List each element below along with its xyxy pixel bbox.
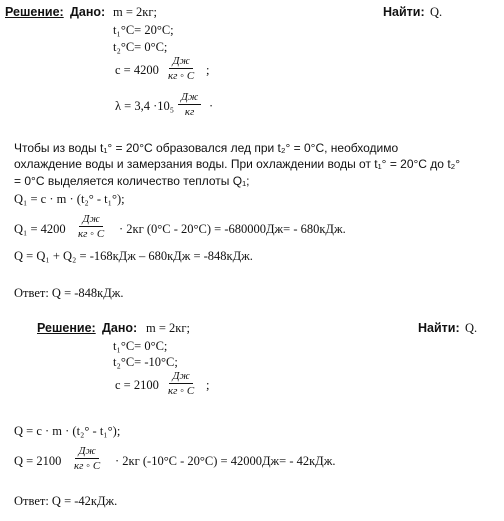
solution-2-heading: Решение: (37, 321, 96, 335)
given-c: c = 4200 (115, 63, 159, 77)
formula-q1: Q₁ = c · m · (t₂° - t₁°); (14, 192, 125, 206)
find-value: Q. (430, 5, 443, 19)
find-label: Найти: (383, 5, 425, 19)
given-c: c = 2100 (115, 378, 159, 392)
formula-q: Q = c · m · (t₂° - t₁°); (14, 424, 121, 438)
calc-q: Q = 2100 (14, 454, 62, 468)
solution-page: Решение: Дано: m = 2кг; Найти: Q. t₁°C= 20°C; t₂°C= 0°C; c = 4200 Дж кг ◦ C ; λ = 3,4 ·10₅ Дж кг · Чтобы из воды t₁° = 20°C образовался лед при t₂° = 0°C, необходимо охлаждение воды и замерзания воды. При охлаждении воды от t₁° = 20°C до t₂° = 0°C выделяется количество теплоты Q₁; Q₁ = c · m · (t₂° - t₁°); Q₁ = 4200 Дж кг ◦ C · 2кг (0°C - 20°C) = -680000Дж= - 680кДж. Q = Q₁ + Q₂ = -168кДж – 680кДж = -848кДж. Ответ: Q = -848кДж. Решение: Дано: m = 2кг; Найти: Q. t₁°C= 0°C; t₂°C= -10°C; c = 2100 Дж кг ◦ C ; Q = c · m · (t₂° - t₁°); Q = 2100 Дж кг ◦ C · 2кг (-10°C - 20°C) = 42000Дж= - 42кДж. Ответ: Q = -42кДж. (5, 5, 478, 508)
given-t1: t₁°C= 20°C; (113, 23, 174, 37)
calc-q-unit-fraction: Дж кг ◦ C (74, 445, 101, 472)
lambda-unit-fraction: Дж кг (178, 92, 201, 118)
given-t2: t₂°C= -10°C; (113, 355, 178, 369)
find-value: Q. (465, 321, 478, 335)
given-label: Дано: (70, 5, 106, 19)
calc-q1: Q₁ = 4200 (14, 222, 66, 236)
given-t1: t₁°C= 0°C; (113, 339, 168, 353)
given-lambda: λ = 3,4 ·10₅ (115, 99, 175, 113)
given-mass: m = 2кг; (113, 5, 157, 19)
given-mass: m = 2кг; (146, 321, 190, 335)
answer-2: Ответ: Q = -42кДж. (14, 494, 118, 508)
c-unit-fraction: Дж кг ◦ C (168, 370, 195, 397)
given-label: Дано: (102, 321, 138, 335)
explanation-line-3: = 0°C выделяется количество теплоты Q₁; (14, 174, 250, 188)
explanation-line-2: охлаждение воды и замерзания воды. При охлаждении воды от t₁° = 20°C до t₂° (14, 157, 461, 171)
explanation-line-1: Чтобы из воды t₁° = 20°C образовался лед при t₂° = 0°C, необходимо (14, 141, 399, 155)
solution-1-heading: Решение: (5, 5, 64, 19)
answer-1: Ответ: Q = -848кДж. (14, 286, 124, 300)
given-t2: t₂°C= 0°C; (113, 40, 168, 54)
calc-q1-unit-fraction: Дж кг ◦ C (78, 213, 105, 240)
total-q: Q = Q₁ + Q₂ = -168кДж – 680кДж = -848кДж. (14, 249, 253, 263)
find-label: Найти: (418, 321, 460, 335)
c-unit-fraction: Дж кг ◦ C (168, 55, 195, 82)
